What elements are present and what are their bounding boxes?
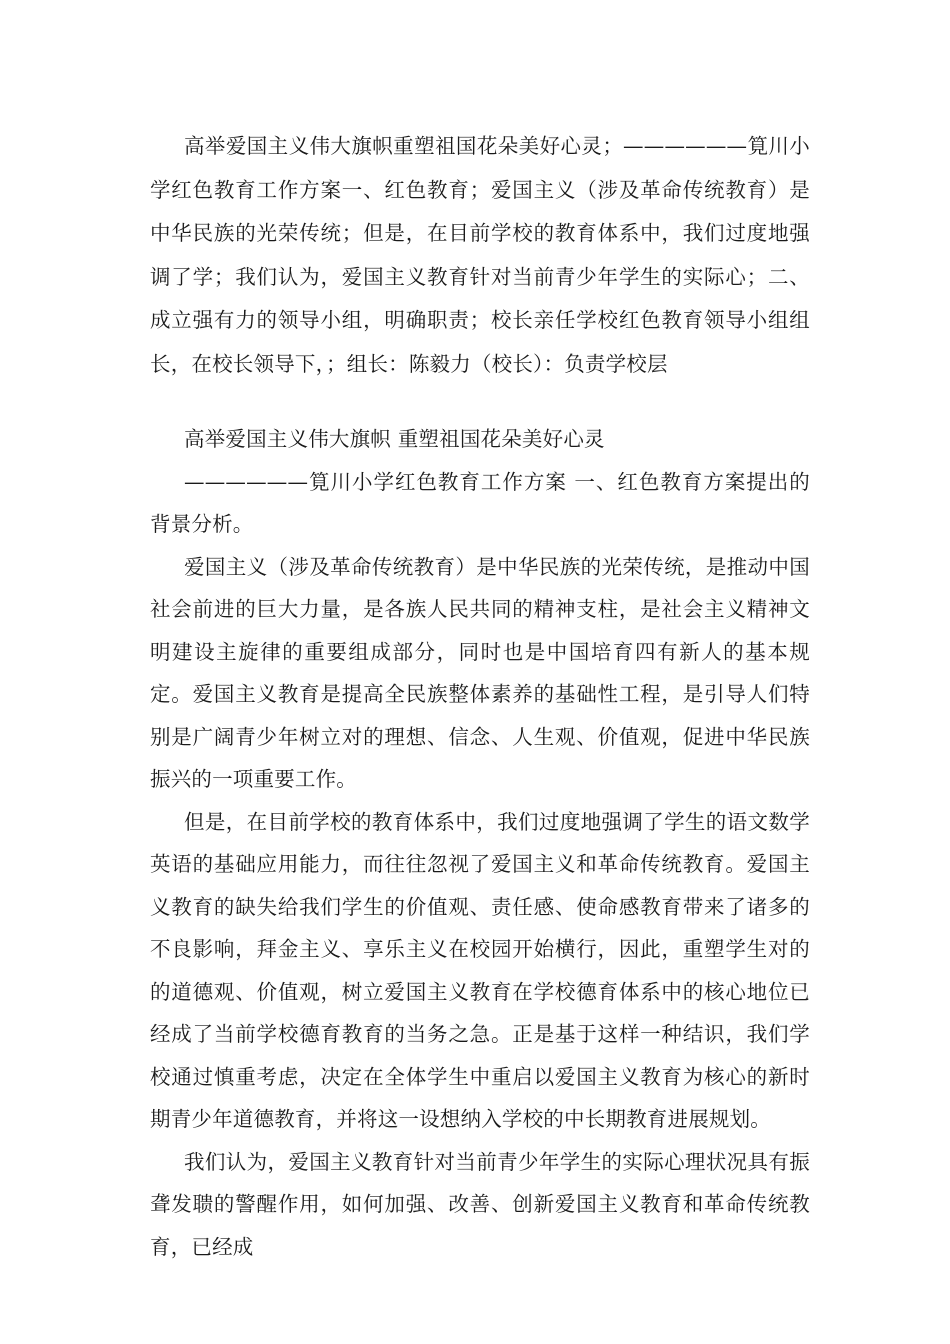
document-subtitle: ——————筧川小学红色教育工作方案 一、红色教育方案提出的背景分析。 (150, 469, 810, 536)
document-body (150, 418, 810, 1268)
body-paragraph: 我们认为，爱国主义教育针对当前青少年学生的实际心理状况具有振聋发聩的警醒作用，如何加强、改善、创新爱国主义教育和革命传统教育，已经成 (150, 1149, 810, 1259)
document-title: 高举爱国主义伟大旗帜 重塑祖国花朵美好心灵 (184, 427, 605, 451)
body-paragraph: 爱国主义（涉及革命传统教育）是中华民族的光荣传统，是推动中国社会前进的巨大力量，是各族人民共同的精神支柱，是社会主义精神文明建设主旋律的重要组成部分，同时也是中国培育四有新人的基本规定。爱国主义教育是提高全民族整体素养的基础性工程，是引导人们特别是广阔青少年树立对的理想、信念、人生观、价值观，促进中华民族振兴的一项重要工作。 (150, 554, 810, 791)
summary-paragraph: 高举爱国主义伟大旗帜重塑祖国花朵美好心灵；——————筧川小学红色教育工作方案一、红色教育；爱国主义（涉及革命传统教育）是中华民族的光荣传统；但是，在目前学校的教育体系中，我们过度地强调了学；我们认为，爱国主义教育针对当前青少年学生的实际心；二、成立强有力的领导小组，明确职责；校长亲任学校红色教育领导小组组长，在校长领导下，；组长：陈毅力（校长）：负责学校层 (150, 134, 810, 376)
body-paragraph: 但是，在目前学校的教育体系中，我们过度地强调了学生的语文数学英语的基础应用能力，而往往忽视了爱国主义和革命传统教育。爱国主义教育的缺失给我们学生的价值观、责任感、使命感教育带来了诸多的不良影响，拜金主义、享乐主义在校园开始横行，因此，重塑学生对的的道德观、价值观，树立爱国主义教育在学校德育体系中的核心地位已经成了当前学校德育教育的当务之急。正是基于这样一种结识，我们学校通过慎重考虑，决定在全体学生中重启以爱国主义教育为核心的新时期青少年道德教育，并将这一设想纳入学校的中长期教育进展规划。 (150, 809, 810, 1131)
